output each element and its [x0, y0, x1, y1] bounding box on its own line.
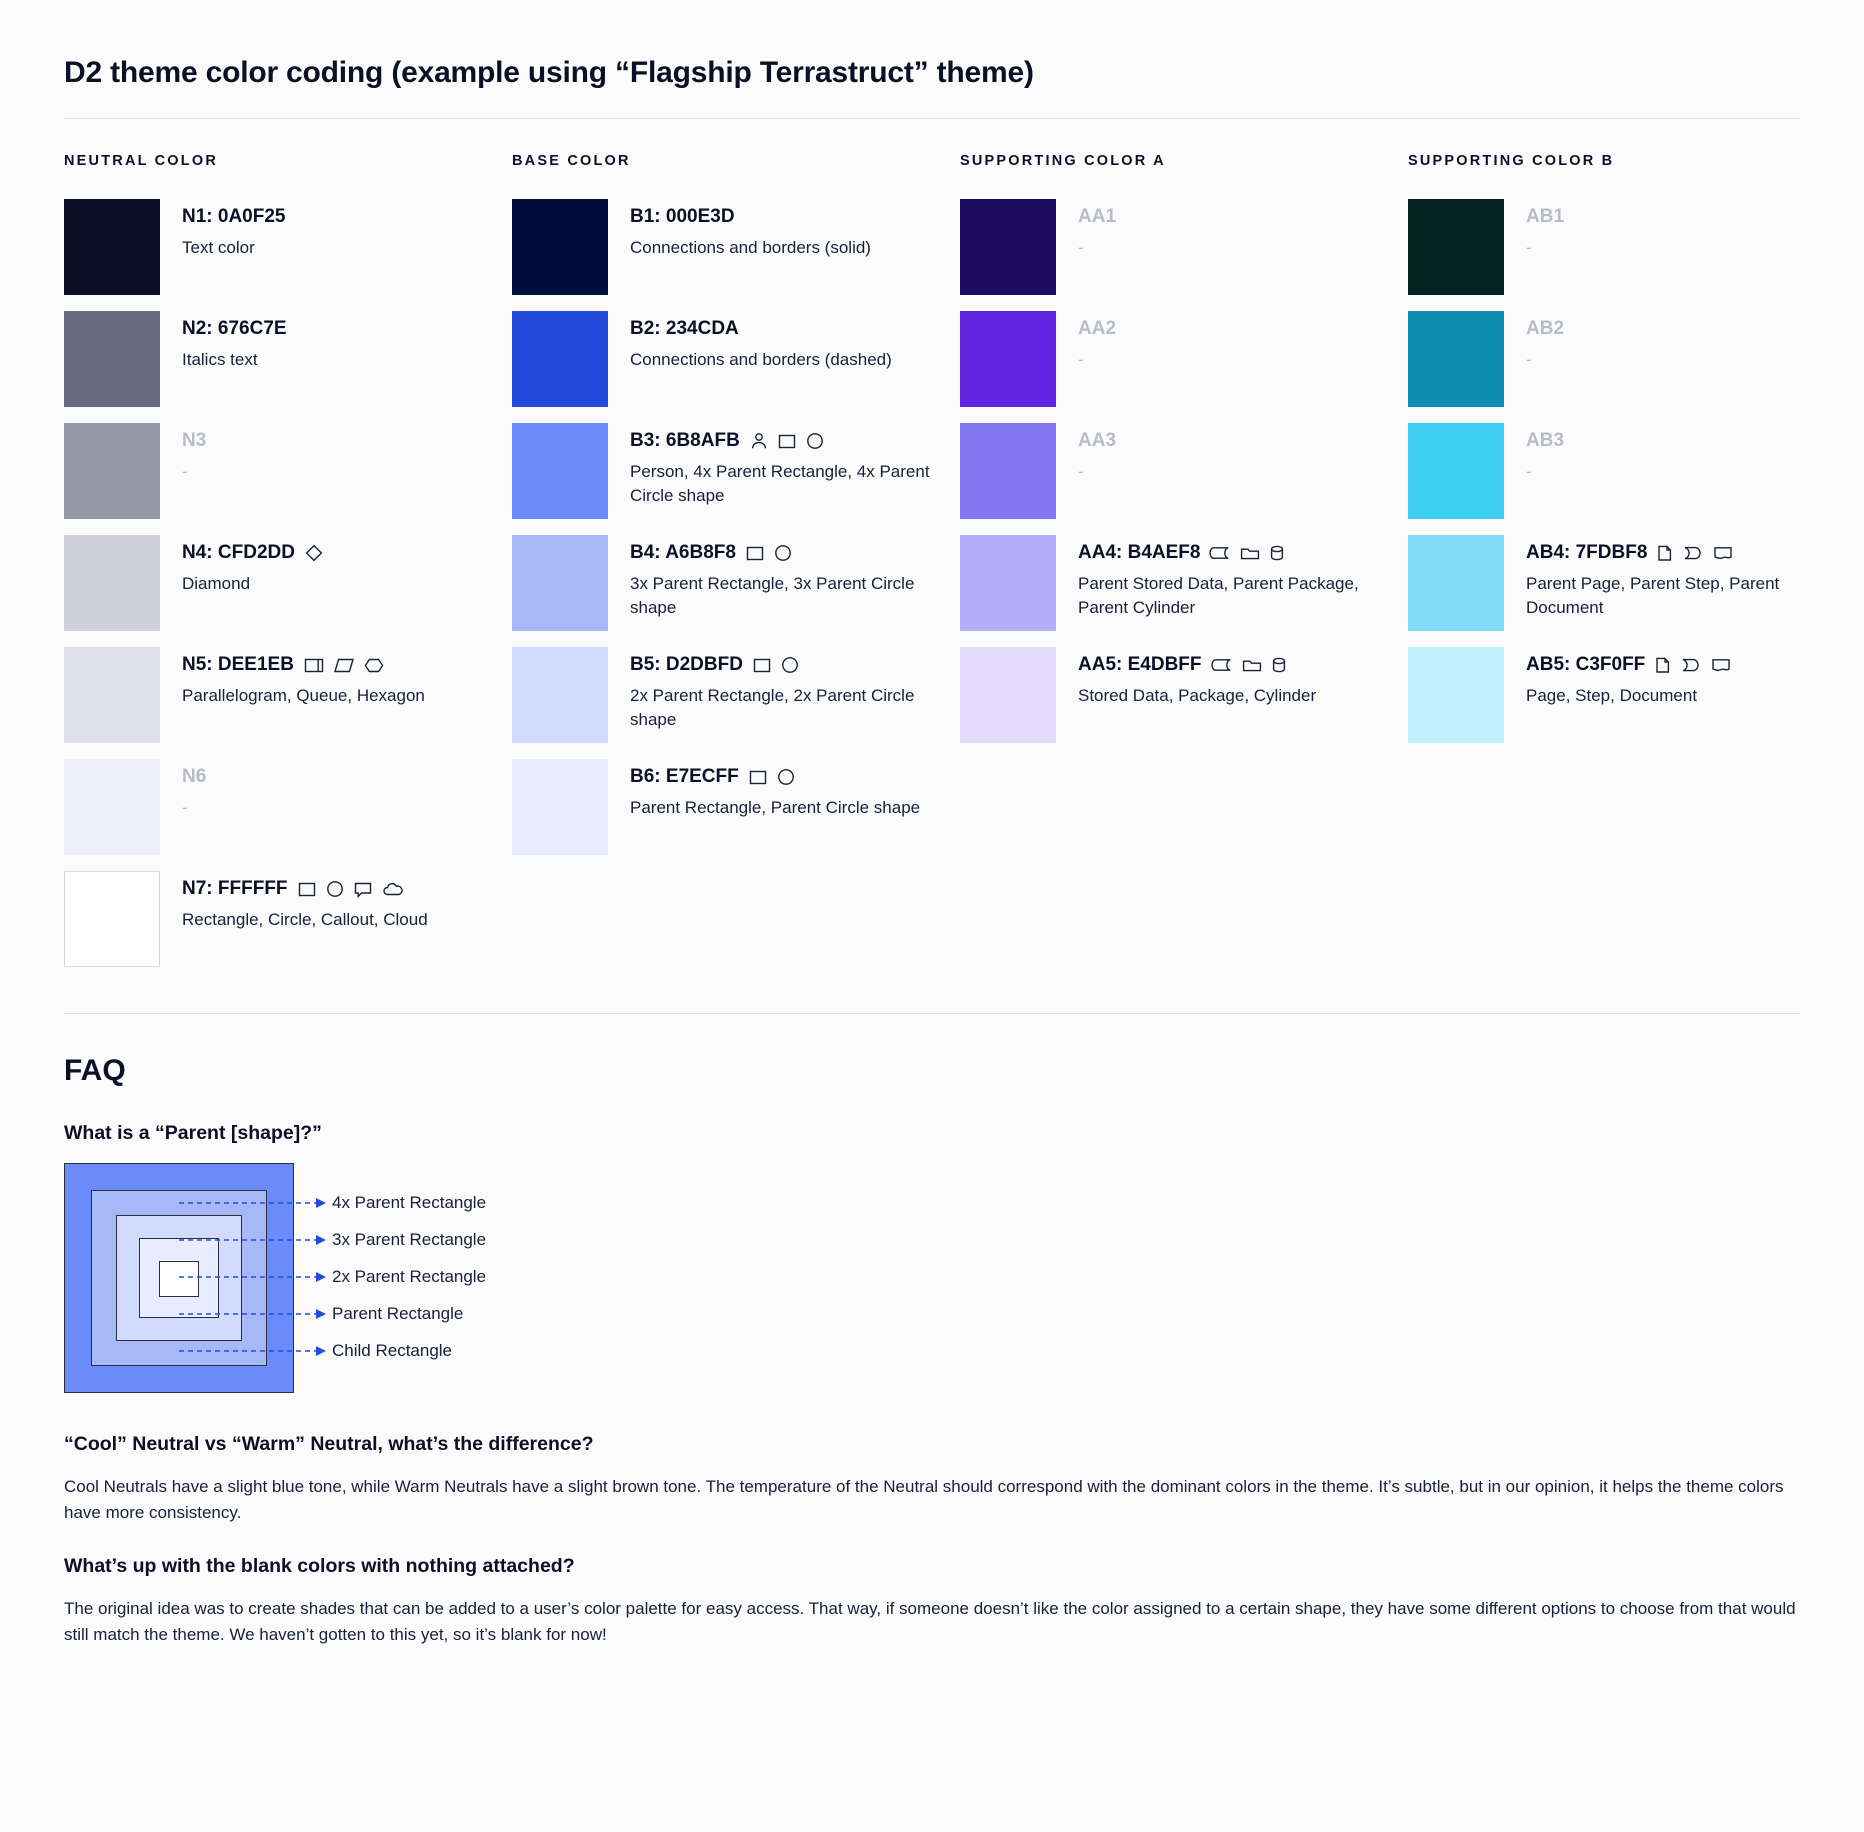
- swatch-description: Parent Page, Parent Step, Parent Document: [1526, 573, 1780, 618]
- faq-item-parent-shape: [64, 1122, 1800, 1393]
- swatch-name: [182, 205, 512, 229]
- swatch-name-label: B6: E7ECFF: [630, 766, 739, 787]
- color-swatch: [1408, 647, 1504, 743]
- swatch-description: Person, 4x Parent Rectangle, 4x Parent Circle shape: [630, 461, 930, 506]
- swatch-row: [512, 311, 960, 407]
- swatch-shape-icons: [752, 655, 800, 675]
- swatch-text: [608, 759, 960, 820]
- swatch-text: [608, 647, 960, 733]
- color-column: [1408, 153, 1856, 983]
- color-swatch: [64, 423, 160, 519]
- swatch-row: [960, 535, 1408, 631]
- step-icon: [1682, 543, 1704, 563]
- swatch-name: [182, 429, 512, 453]
- swatch-name-label: AB1: [1526, 206, 1565, 227]
- color-swatch: [1408, 535, 1504, 631]
- swatch-name: [630, 429, 960, 453]
- swatch-name: [1526, 317, 1856, 341]
- color-swatch: [960, 535, 1056, 631]
- color-swatch: [512, 199, 608, 295]
- swatch-row: [64, 759, 512, 855]
- circle-icon: [773, 543, 793, 563]
- swatch-shape-icons: [304, 543, 324, 563]
- color-swatch: [512, 423, 608, 519]
- swatch-row: [64, 199, 512, 295]
- color-swatch: [960, 647, 1056, 743]
- stored-data-icon: [1209, 543, 1231, 563]
- swatch-text: [160, 535, 512, 596]
- swatch-row: [960, 647, 1408, 743]
- swatch-name-label: B2: 234CDA: [630, 318, 739, 339]
- swatch-name: [630, 653, 960, 677]
- swatch-description: Connections and borders (solid): [630, 237, 871, 257]
- swatch-row: [512, 423, 960, 519]
- color-swatch: [1408, 423, 1504, 519]
- color-swatch: [512, 647, 608, 743]
- color-columns: [64, 153, 1800, 983]
- swatch-description: -: [1078, 349, 1084, 369]
- color-swatch: [64, 759, 160, 855]
- color-column-heading: NEUTRAL COLOR: [64, 153, 218, 169]
- diagram-callout-label: Child Rectangle: [332, 1341, 453, 1360]
- swatch-description: -: [1526, 461, 1532, 481]
- swatch-name-label: AA4: B4AEF8: [1078, 542, 1201, 563]
- page-icon: [1656, 543, 1674, 563]
- color-swatch: [1408, 199, 1504, 295]
- color-column: [512, 153, 960, 983]
- swatch-name: [1526, 429, 1856, 453]
- faq-divider: [64, 1013, 1800, 1014]
- diagram-callout-label: Parent Rectangle: [332, 1304, 464, 1323]
- swatch-name: [630, 541, 960, 565]
- swatch-shape-icons: [1654, 655, 1732, 675]
- swatch-description: Text color: [182, 237, 255, 257]
- color-swatch: [960, 423, 1056, 519]
- swatch-name: [1078, 541, 1408, 565]
- swatch-description: -: [182, 461, 188, 481]
- swatch-name: [1526, 541, 1856, 565]
- swatch-text: [160, 759, 512, 820]
- rectangle-icon: [777, 431, 797, 451]
- swatch-text: [608, 535, 960, 621]
- swatch-text: [1056, 199, 1408, 260]
- circle-icon: [805, 431, 825, 451]
- cylinder-icon: [1269, 543, 1287, 563]
- color-swatch: [960, 311, 1056, 407]
- document-icon: [1710, 655, 1732, 675]
- step-icon: [1680, 655, 1702, 675]
- swatch-name-label: N7: FFFFFF: [182, 878, 288, 899]
- swatch-name-label: B4: A6B8F8: [630, 542, 736, 563]
- swatch-description: Connections and borders (dashed): [630, 349, 892, 369]
- swatch-name: [1526, 205, 1856, 229]
- callout-icon: [353, 879, 373, 899]
- faq-question: What is a “Parent [shape]?”: [64, 1122, 322, 1144]
- swatch-name-label: N4: CFD2DD: [182, 542, 295, 563]
- color-swatch: [960, 199, 1056, 295]
- swatch-row: [64, 647, 512, 743]
- swatch-name: [1078, 205, 1408, 229]
- swatch-description: Italics text: [182, 349, 258, 369]
- swatch-text: [1056, 423, 1408, 484]
- swatch-description: -: [1526, 349, 1532, 369]
- swatch-row: [1408, 199, 1856, 295]
- color-column: [64, 153, 512, 983]
- swatch-text: [608, 423, 960, 509]
- swatch-shape-icons: [297, 879, 405, 899]
- swatch-description: -: [1078, 237, 1084, 257]
- swatch-name: [630, 317, 960, 341]
- swatch-name-label: N3: [182, 430, 207, 451]
- color-column-heading: SUPPORTING COLOR A: [960, 153, 1166, 169]
- swatch-text: [1504, 199, 1856, 260]
- swatch-description: 2x Parent Rectangle, 2x Parent Circle shape: [630, 685, 915, 730]
- circle-icon: [325, 879, 345, 899]
- diagram-callout-label: 4x Parent Rectangle: [332, 1193, 487, 1212]
- swatch-name-label: B3: 6B8AFB: [630, 430, 740, 451]
- swatch-name: [1526, 653, 1856, 677]
- swatch-text: [160, 423, 512, 484]
- swatch-shape-icons: [749, 431, 825, 451]
- swatch-row: [64, 423, 512, 519]
- swatch-shape-icons: [1656, 543, 1734, 563]
- swatch-description: Rectangle, Circle, Callout, Cloud: [182, 909, 428, 929]
- swatch-row: [64, 871, 512, 967]
- swatch-name: [630, 765, 960, 789]
- package-icon: [1241, 655, 1263, 675]
- faq-answer: Cool Neutrals have a slight blue tone, while Warm Neutrals have a slight brown tone. The temperature of the Neutral should correspond with the dominant colors in the theme. It’s subtle, but in our opinion, it helps the theme colors have more consistency.: [64, 1477, 1784, 1522]
- page-icon: [1654, 655, 1672, 675]
- swatch-description: -: [1078, 461, 1084, 481]
- swatch-text: [1056, 311, 1408, 372]
- stored-data-icon: [1211, 655, 1233, 675]
- swatch-text: [1504, 423, 1856, 484]
- color-swatch: [512, 759, 608, 855]
- swatch-name-label: N1: 0A0F25: [182, 206, 286, 227]
- swatch-description: Parent Stored Data, Parent Package, Parent Cylinder: [1078, 573, 1359, 618]
- color-swatch: [512, 535, 608, 631]
- swatch-description: -: [1526, 237, 1532, 257]
- color-swatch: [512, 311, 608, 407]
- swatch-name-label: AA3: [1078, 430, 1117, 451]
- circle-icon: [776, 767, 796, 787]
- swatch-row: [1408, 647, 1856, 743]
- swatch-description: Parallelogram, Queue, Hexagon: [182, 685, 425, 705]
- swatch-text: [1056, 647, 1408, 708]
- color-swatch: [1408, 311, 1504, 407]
- swatch-description: 3x Parent Rectangle, 3x Parent Circle shape: [630, 573, 915, 618]
- cloud-icon: [381, 879, 405, 899]
- swatch-row: [960, 199, 1408, 295]
- swatch-text: [1504, 535, 1856, 621]
- swatch-shape-icons: [1209, 543, 1287, 563]
- faq-answer: The original idea was to create shades that can be added to a user’s color palette for easy access. That way, if someone doesn’t like the color assigned to a certain shape, they have some different options to choose from that would still match the theme. We haven’t gotten to this yet, so it’s blank for now!: [64, 1599, 1796, 1644]
- swatch-shape-icons: [745, 543, 793, 563]
- faq-item-blank-colors: [64, 1555, 1800, 1647]
- swatch-text: [160, 871, 512, 932]
- swatch-row: [64, 535, 512, 631]
- swatch-name-label: AB4: 7FDBF8: [1526, 542, 1648, 563]
- swatch-text: [160, 311, 512, 372]
- swatch-name: [182, 653, 512, 677]
- swatch-name-label: AA5: E4DBFF: [1078, 654, 1202, 675]
- swatch-text: [160, 199, 512, 260]
- swatch-row: [1408, 535, 1856, 631]
- swatch-row: [512, 535, 960, 631]
- swatch-text: [1504, 647, 1856, 708]
- swatch-name-label: AB3: [1526, 430, 1565, 451]
- swatch-name: [630, 205, 960, 229]
- faq-question: “Cool” Neutral vs “Warm” Neutral, what’s the difference?: [64, 1433, 594, 1455]
- color-swatch: [64, 535, 160, 631]
- parallelogram-icon: [333, 655, 355, 675]
- color-swatch: [64, 311, 160, 407]
- parent-shape-diagram: [64, 1163, 764, 1393]
- swatch-name-label: AA2: [1078, 318, 1117, 339]
- swatch-name-label: N6: [182, 766, 207, 787]
- swatch-name-label: AB5: C3F0FF: [1526, 654, 1646, 675]
- diagram-callout-label: 3x Parent Rectangle: [332, 1230, 487, 1249]
- swatch-name-label: B1: 000E3D: [630, 206, 735, 227]
- swatch-name: [182, 877, 512, 901]
- swatch-text: [608, 199, 960, 260]
- swatch-description: Diamond: [182, 573, 251, 593]
- swatch-description: -: [182, 797, 188, 817]
- swatch-description: Parent Rectangle, Parent Circle shape: [630, 797, 921, 817]
- swatch-text: [608, 311, 960, 372]
- swatch-text: [1504, 311, 1856, 372]
- swatch-name: [182, 765, 512, 789]
- diamond-icon: [304, 543, 324, 563]
- swatch-name: [182, 541, 512, 565]
- swatch-name-label: AA1: [1078, 206, 1117, 227]
- color-column: [960, 153, 1408, 983]
- swatch-row: [512, 759, 960, 855]
- faq-question: What’s up with the blank colors with nothing attached?: [64, 1555, 575, 1577]
- swatch-row: [512, 647, 960, 743]
- faq-item-cool-warm: [64, 1433, 1800, 1525]
- page-title: D2 theme color coding (example using “Flagship Terrastruct” theme): [64, 56, 1034, 89]
- swatch-name-label: N5: DEE1EB: [182, 654, 294, 675]
- swatch-name-label: B5: D2DBFD: [630, 654, 743, 675]
- color-swatch: [64, 647, 160, 743]
- queue-icon: [303, 655, 325, 675]
- swatch-text: [160, 647, 512, 708]
- person-icon: [749, 431, 769, 451]
- swatch-row: [64, 311, 512, 407]
- swatch-shape-icons: [748, 767, 796, 787]
- hexagon-icon: [363, 655, 385, 675]
- diagram-callout-label: 2x Parent Rectangle: [332, 1267, 487, 1286]
- swatch-row: [960, 423, 1408, 519]
- color-column-heading: SUPPORTING COLOR B: [1408, 153, 1615, 169]
- swatch-name: [1078, 317, 1408, 341]
- color-swatch: [64, 199, 160, 295]
- swatch-name-label: N2: 676C7E: [182, 318, 287, 339]
- title-divider: [64, 118, 1800, 119]
- rectangle-icon: [748, 767, 768, 787]
- swatch-row: [512, 199, 960, 295]
- package-icon: [1239, 543, 1261, 563]
- color-column-heading: BASE COLOR: [512, 153, 631, 169]
- swatch-shape-icons: [1211, 655, 1289, 675]
- document-icon: [1712, 543, 1734, 563]
- cylinder-icon: [1271, 655, 1289, 675]
- swatch-name: [1078, 653, 1408, 677]
- swatch-name: [182, 317, 512, 341]
- swatch-description: Stored Data, Package, Cylinder: [1078, 685, 1317, 705]
- swatch-name-label: AB2: [1526, 318, 1565, 339]
- swatch-description: Page, Step, Document: [1526, 685, 1698, 705]
- swatch-text: [1056, 535, 1408, 621]
- rectangle-icon: [297, 879, 317, 899]
- circle-icon: [780, 655, 800, 675]
- rectangle-icon: [745, 543, 765, 563]
- swatch-name: [1078, 429, 1408, 453]
- faq-heading: FAQ: [64, 1054, 126, 1087]
- rectangle-icon: [752, 655, 772, 675]
- swatch-row: [1408, 311, 1856, 407]
- swatch-row: [1408, 423, 1856, 519]
- swatch-shape-icons: [303, 655, 385, 675]
- swatch-row: [960, 311, 1408, 407]
- color-swatch: [64, 871, 160, 967]
